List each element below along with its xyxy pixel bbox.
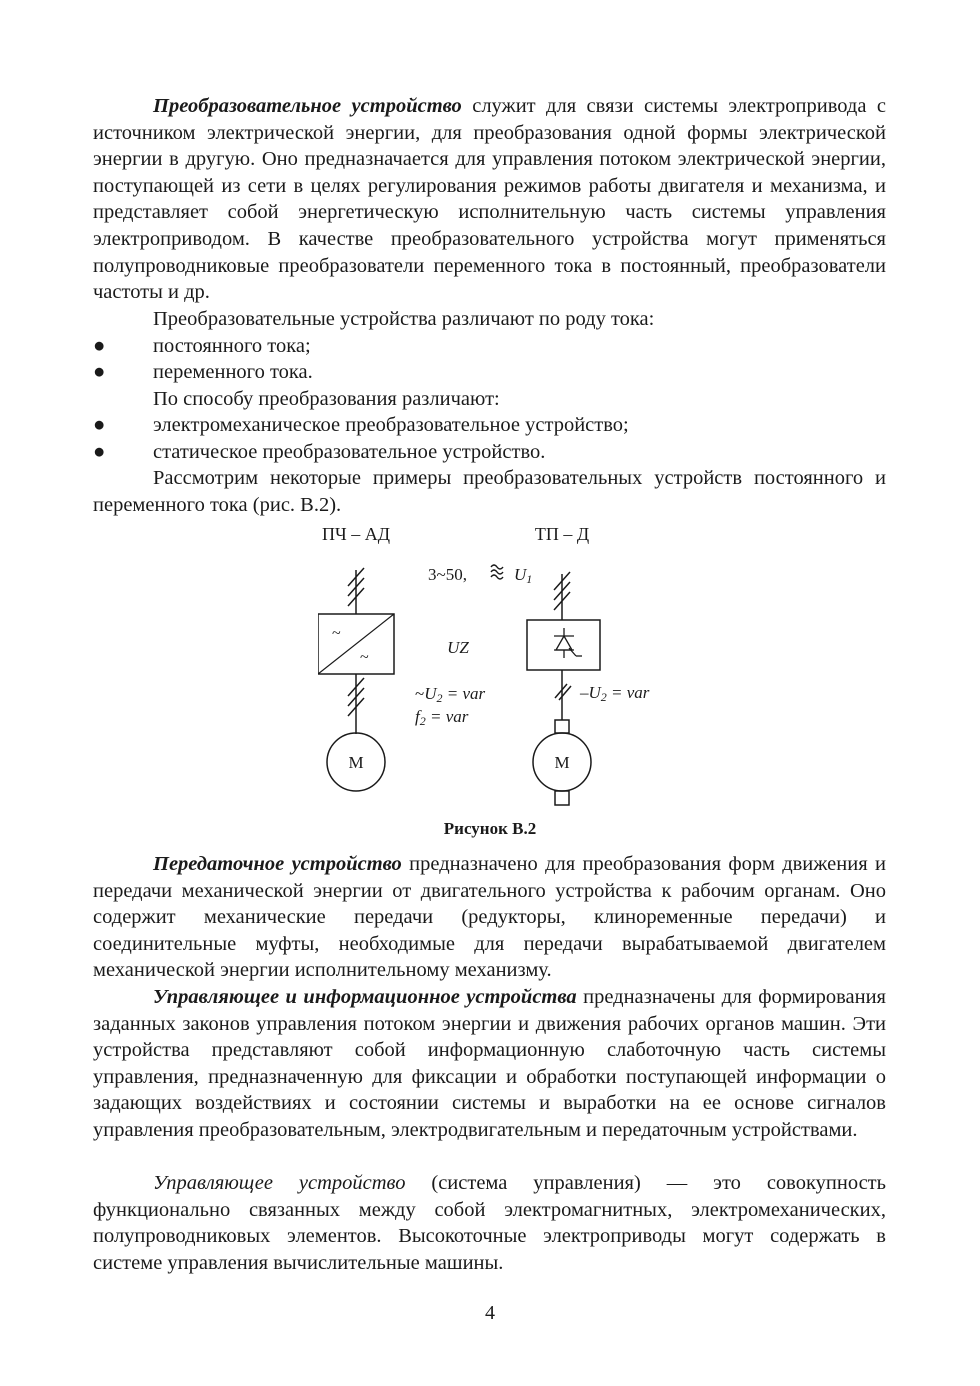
paragraph-transmission-text: предназначено для преобразования форм движения и передачи механической энергии от двигательного устройства к рабочим органам. Оно содержит механические передачи (редукторы, клиноременные передачи) и соединительные муфты, необходимые для передачи вырабатываемой двигателем механической энергии исполнительному механизму. xyxy=(93,853,886,982)
paragraph-control-device xyxy=(93,1170,886,1276)
bullet-symbol: ● xyxy=(93,441,106,463)
paragraph-control-device-text: (система управления) — это совокупность функционально связанных между собой электромагнитных, электромеханических, полупроводниковых элементов. Высокоточные электроприводы могут содержать в системе управления вычислительные машины. xyxy=(93,1172,886,1274)
figure-caption: Рисунок В.2 xyxy=(443,819,537,838)
term-transmission: Передаточное устройство xyxy=(153,853,402,875)
bullet-symbol: ● xyxy=(93,335,106,357)
line-by-current-type: Преобразовательные устройства различают по роду тока: xyxy=(153,308,655,330)
motor-ac-label: М xyxy=(348,753,364,772)
term-control-device: Управляющее устройство xyxy=(153,1172,406,1194)
line-by-method: По способу преобразования различают: xyxy=(153,388,500,410)
motor-dc-label: М xyxy=(554,753,570,772)
ac-frequency-label: f2 = var xyxy=(415,707,469,728)
paragraph-control-info-text: предназначены для формирования заданных законов управления потоком энергии и движения рабочих органов машин. Эти устройства представляют собой информационную слаботочную часть системы управления, предназначенную для фиксации и обработки поступающей информации о задающих воздействиях и состоянии системы и выработки на ее основе сигналов управления преобразовательным, электродвигательным и передаточным устройствами. xyxy=(93,986,886,1141)
dc-voltage-label: –U2 = var xyxy=(580,683,650,704)
paragraph-converter-text: служит для связи системы электропривода с источником электрической энергии, для преобразования одной формы электрической энергии в другую. Оно предназначается для управления потоком электрической энергии, поступающей из сети в целях регулирования режимов работы двигателя и механизма, и представляет собой энергетическую исполнительную часть системы управления электроприводом. В качестве преобразовательного устройства могут применяться полупроводниковые преобразователи переменного тока в постоянный, преобразователи частоты и др. xyxy=(93,95,886,304)
ac-voltage-label: ~U2 = var xyxy=(415,684,486,705)
bullet-text: статическое преобразовательное устройство. xyxy=(153,441,546,463)
paragraph-transmission xyxy=(93,851,886,984)
label-tp-d: ТП – Д xyxy=(534,524,590,544)
tilde-bottom: ~ xyxy=(360,649,369,666)
paragraph-examples: Рассмотрим некоторые примеры преобразовательных устройств постоянного и переменного тока (рис. В.2). xyxy=(93,467,886,516)
label-pch-ad: ПЧ – АД xyxy=(322,524,390,544)
bullet-text: электромеханическое преобразовательное устройство; xyxy=(153,414,629,436)
paragraph-control-info xyxy=(93,984,886,1144)
supply-label: 3~50, xyxy=(428,565,467,584)
term-control-info: Управляющее и информационное устройства xyxy=(153,986,577,1008)
bullet-symbol: ● xyxy=(93,361,106,383)
bullet-text: переменного тока. xyxy=(153,361,313,383)
page-number: 4 xyxy=(485,1302,495,1324)
uz-label: UZ xyxy=(447,638,469,657)
term-converter: Преобразовательное устройство xyxy=(153,95,462,117)
bullet-text: постоянного тока; xyxy=(153,335,311,357)
paragraph-converter xyxy=(93,93,886,306)
tilde-top: ~ xyxy=(332,625,341,642)
supply-voltage-label: U1 xyxy=(514,565,533,586)
figure-b2-diagram xyxy=(318,522,660,812)
bullet-symbol: ● xyxy=(93,414,106,436)
